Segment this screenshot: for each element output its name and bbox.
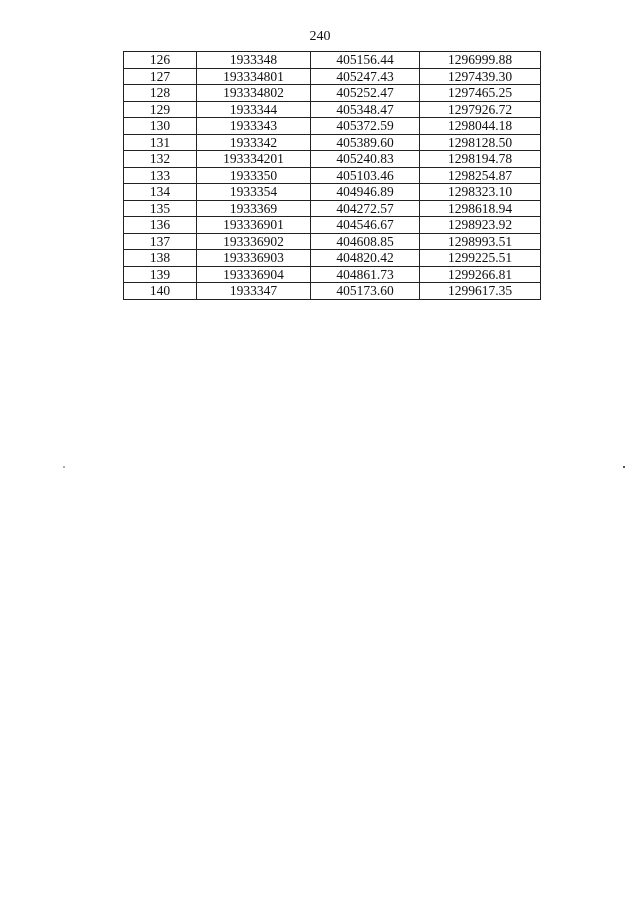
table-row: [124, 68, 541, 85]
point-id-cell: 1933350: [197, 167, 311, 184]
x-coordinate-cell: 405389.60: [311, 134, 420, 151]
table-row: [124, 200, 541, 217]
scan-speck-right: [623, 466, 625, 468]
row-index-cell: 138: [124, 250, 197, 267]
point-id-cell: 193334802: [197, 85, 311, 102]
row-index-cell: 136: [124, 217, 197, 234]
table-row: [124, 52, 541, 69]
y-coordinate-cell: 1297439.30: [420, 68, 541, 85]
y-coordinate-cell: 1298194.78: [420, 151, 541, 168]
row-index-cell: 128: [124, 85, 197, 102]
point-id-cell: 1933347: [197, 283, 311, 300]
page-number: 240: [309, 29, 331, 44]
row-index-cell: 129: [124, 101, 197, 118]
row-index-cell: 126: [124, 52, 197, 69]
row-index-cell: 134: [124, 184, 197, 201]
x-coordinate-cell: 405173.60: [311, 283, 420, 300]
y-coordinate-cell: 1296999.88: [420, 52, 541, 69]
table-row: [124, 151, 541, 168]
y-coordinate-cell: 1298128.50: [420, 134, 541, 151]
scan-speck-left: [63, 466, 65, 468]
table-row: [124, 118, 541, 135]
y-coordinate-cell: 1298618.94: [420, 200, 541, 217]
row-index-cell: 133: [124, 167, 197, 184]
table-row: [124, 167, 541, 184]
table-row: [124, 134, 541, 151]
row-index-cell: 127: [124, 68, 197, 85]
point-id-cell: 1933348: [197, 52, 311, 69]
row-index-cell: 131: [124, 134, 197, 151]
y-coordinate-cell: 1299266.81: [420, 266, 541, 283]
point-id-cell: 193336903: [197, 250, 311, 267]
x-coordinate-cell: 405348.47: [311, 101, 420, 118]
row-index-cell: 135: [124, 200, 197, 217]
x-coordinate-cell: 405372.59: [311, 118, 420, 135]
x-coordinate-cell: 404861.73: [311, 266, 420, 283]
x-coordinate-cell: 405240.83: [311, 151, 420, 168]
table-row: [124, 85, 541, 102]
x-coordinate-cell: 404820.42: [311, 250, 420, 267]
point-id-cell: 1933343: [197, 118, 311, 135]
y-coordinate-cell: 1299225.51: [420, 250, 541, 267]
table-row: [124, 184, 541, 201]
point-id-cell: 193334201: [197, 151, 311, 168]
x-coordinate-cell: 404946.89: [311, 184, 420, 201]
point-id-cell: 193336904: [197, 266, 311, 283]
table-row: [124, 283, 541, 300]
table-row: [124, 250, 541, 267]
coordinates-table: [123, 51, 541, 300]
table-row: [124, 266, 541, 283]
row-index-cell: 130: [124, 118, 197, 135]
point-id-cell: 193334801: [197, 68, 311, 85]
x-coordinate-cell: 404608.85: [311, 233, 420, 250]
point-id-cell: 193336901: [197, 217, 311, 234]
x-coordinate-cell: 405247.43: [311, 68, 420, 85]
point-id-cell: 1933342: [197, 134, 311, 151]
point-id-cell: 1933369: [197, 200, 311, 217]
row-index-cell: 132: [124, 151, 197, 168]
x-coordinate-cell: 404272.57: [311, 200, 420, 217]
x-coordinate-cell: 404546.67: [311, 217, 420, 234]
y-coordinate-cell: 1298993.51: [420, 233, 541, 250]
x-coordinate-cell: 405103.46: [311, 167, 420, 184]
y-coordinate-cell: 1298323.10: [420, 184, 541, 201]
table-body: [124, 52, 541, 300]
table-row: [124, 233, 541, 250]
x-coordinate-cell: 405252.47: [311, 85, 420, 102]
point-id-cell: 1933344: [197, 101, 311, 118]
y-coordinate-cell: 1297926.72: [420, 101, 541, 118]
y-coordinate-cell: 1298044.18: [420, 118, 541, 135]
point-id-cell: 1933354: [197, 184, 311, 201]
table-row: [124, 101, 541, 118]
table-row: [124, 217, 541, 234]
row-index-cell: 137: [124, 233, 197, 250]
y-coordinate-cell: 1299617.35: [420, 283, 541, 300]
row-index-cell: 140: [124, 283, 197, 300]
row-index-cell: 139: [124, 266, 197, 283]
point-id-cell: 193336902: [197, 233, 311, 250]
y-coordinate-cell: 1297465.25: [420, 85, 541, 102]
x-coordinate-cell: 405156.44: [311, 52, 420, 69]
y-coordinate-cell: 1298923.92: [420, 217, 541, 234]
y-coordinate-cell: 1298254.87: [420, 167, 541, 184]
